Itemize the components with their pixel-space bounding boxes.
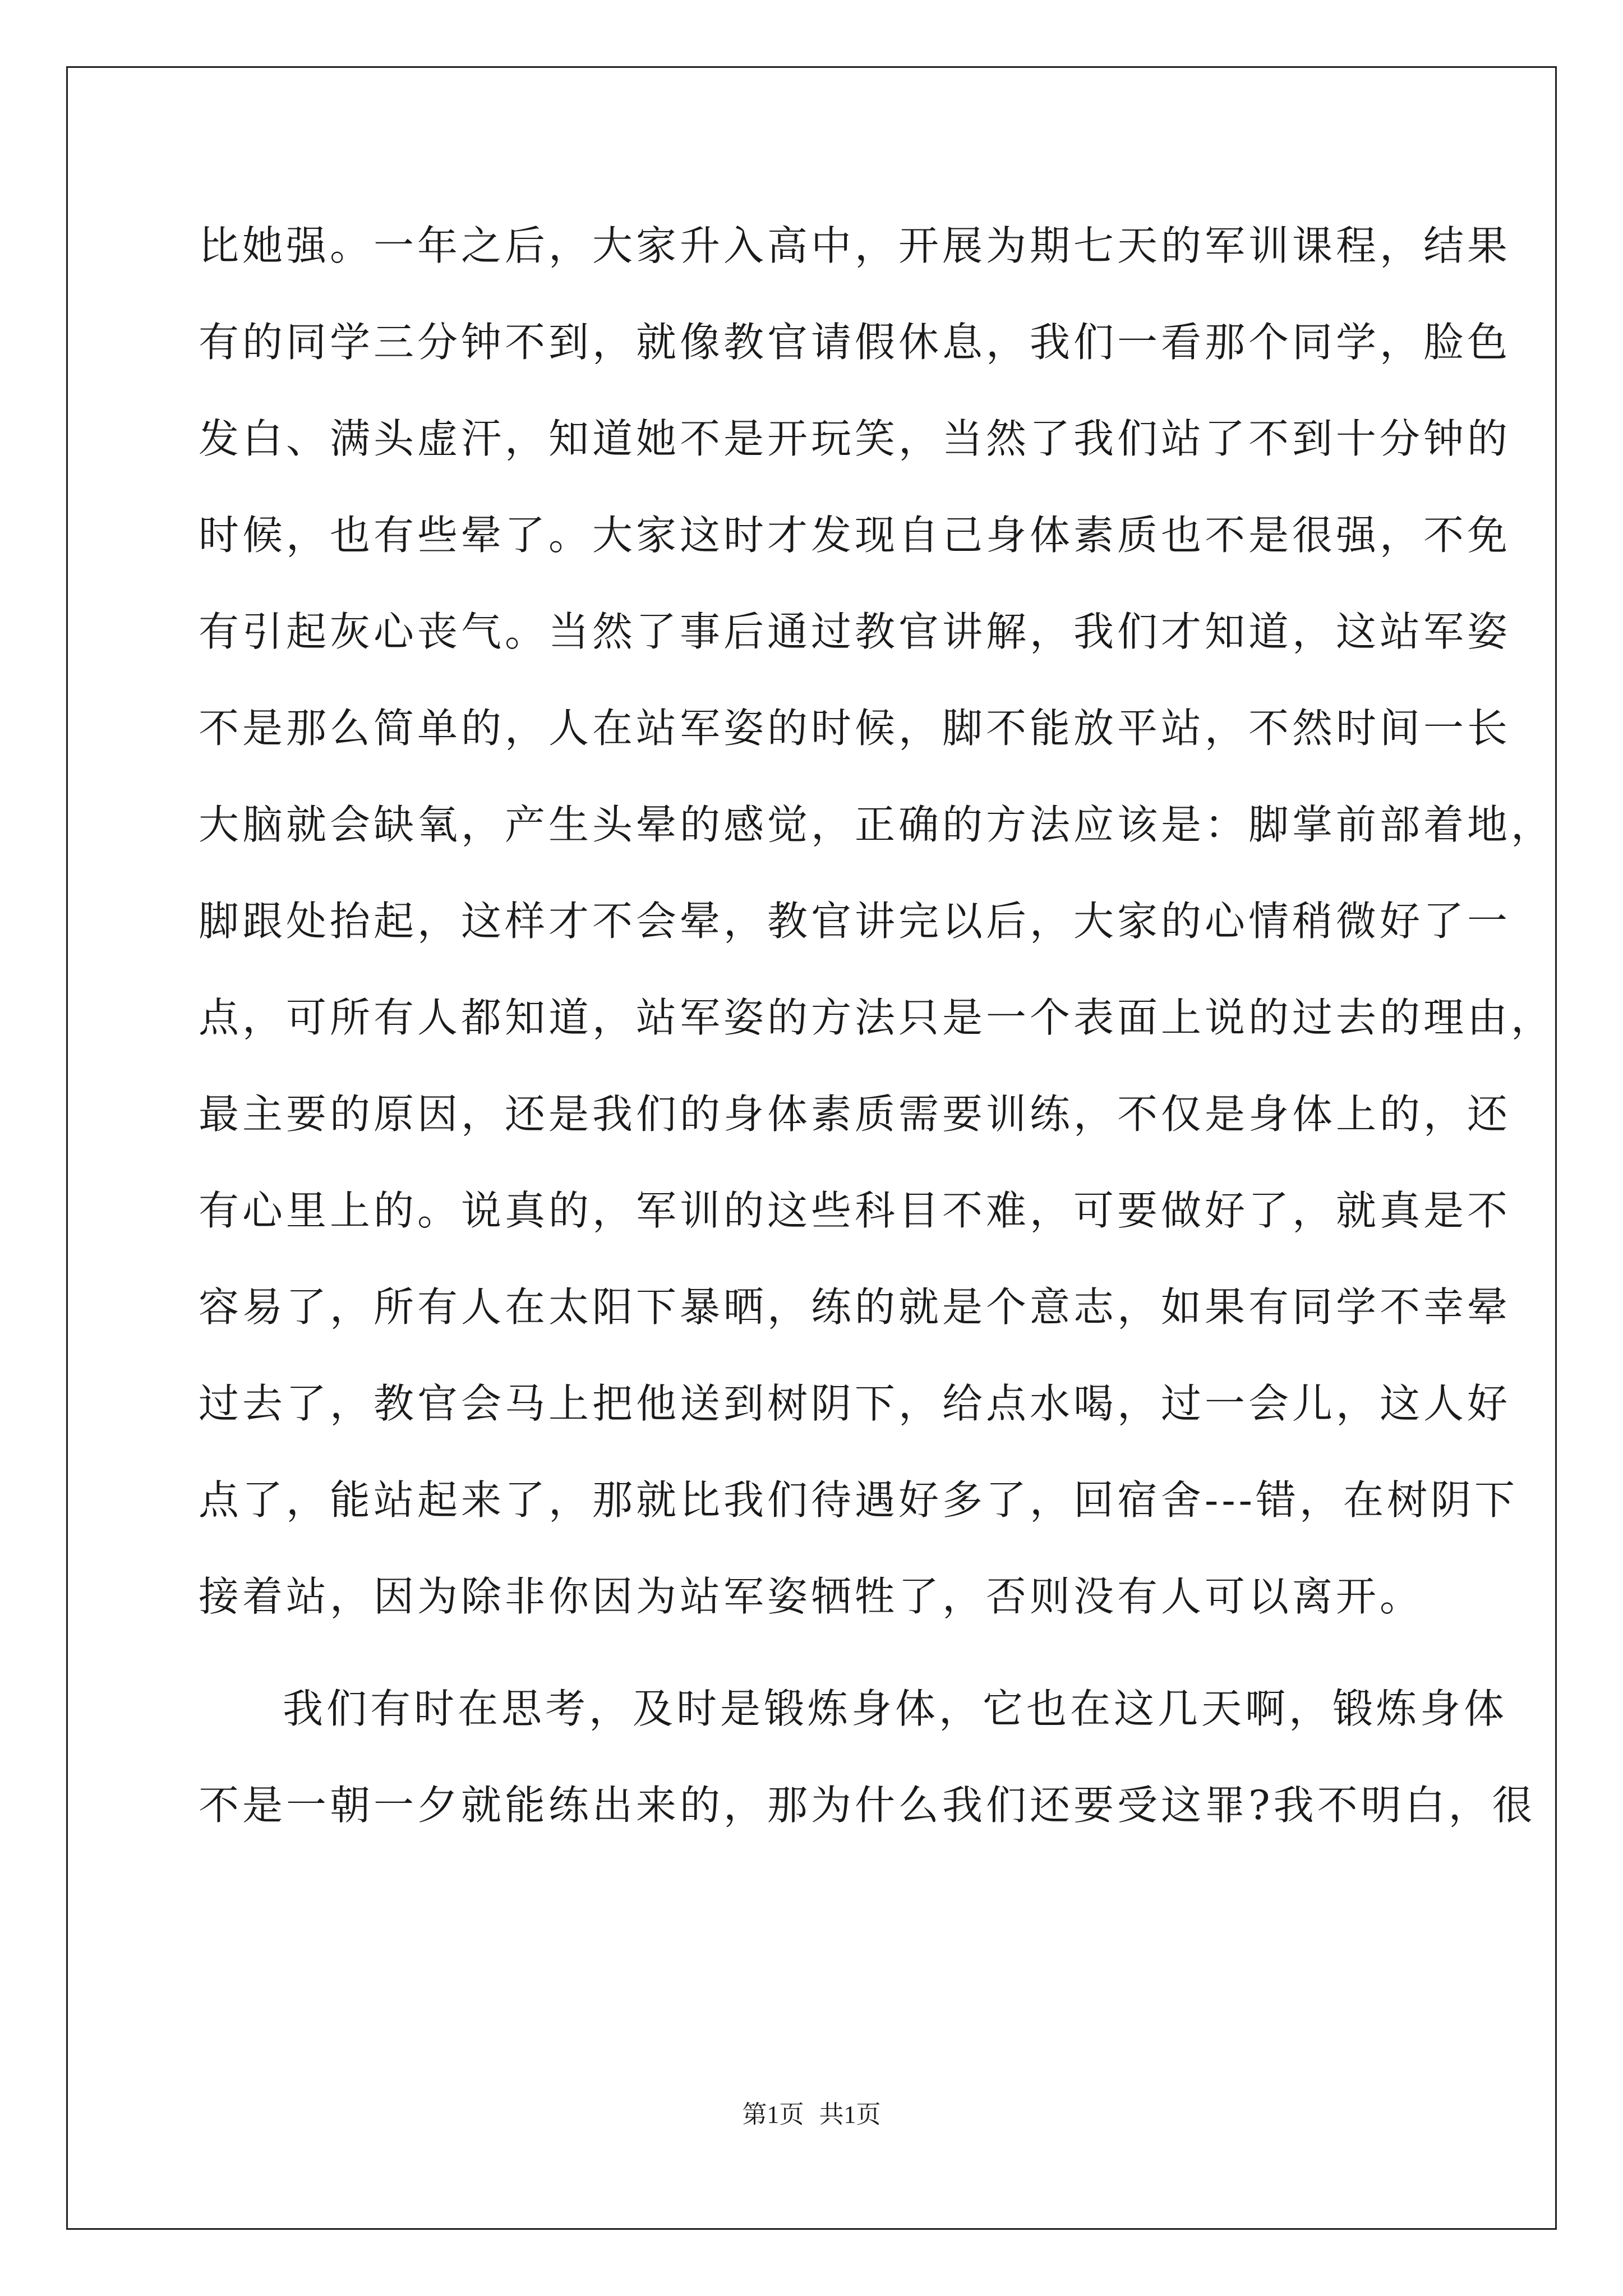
text-line: 点了，能站起来了，那就比我们待遇好多了，回宿舍---错，在树阴下: [199, 1476, 1518, 1524]
document-body: [199, 197, 1555, 1853]
page-number: 第1页: [742, 2101, 804, 2128]
text-line: 容易了，所有人在太阳下暴晒，练的就是个意志，如果有同学不幸晕: [199, 1283, 1511, 1331]
text-line: 最主要的原因，还是我们的身体素质需要训练，不仅是身体上的，还: [199, 1091, 1511, 1138]
text-line: 有心里上的。说真的，军训的这些科目不难，可要做好了，就真是不: [199, 1187, 1511, 1234]
text-line: 不是一朝一夕就能练出来的，那为什么我们还要受这罪?我不明白，很: [199, 1782, 1536, 1829]
text-line: 发白、满头虚汗，知道她不是开玩笑，当然了我们站了不到十分钟的: [199, 415, 1511, 462]
page-footer: [0, 2098, 1623, 2132]
text-line: 我们有时在思考，及时是锻炼身体，它也在这几天啊，锻炼身体: [283, 1685, 1508, 1732]
text-line: 大脑就会缺氧，产生头晕的感觉，正确的方法应该是：脚掌前部着地，: [199, 801, 1555, 848]
text-line: 不是那么简单的，人在站军姿的时候，脚不能放平站，不然时间一长: [199, 705, 1511, 752]
text-line: 脚跟处抬起，这样才不会晕，教官讲完以后，大家的心情稍微好了一: [199, 898, 1511, 945]
text-line: 比她强。一年之后，大家升入高中，开展为期七天的军训课程，结果: [199, 222, 1511, 269]
text-line: 点，可所有人都知道，站军姿的方法只是一个表面上说的过去的理由，: [199, 994, 1555, 1041]
text-line: 有的同学三分钟不到，就像教官请假休息，我们一看那个同学，脸色: [199, 319, 1511, 366]
paragraph-2: [199, 1660, 1536, 1853]
page-total: 共1页: [819, 2101, 881, 2128]
text-line: 时候，也有些晕了。大家这时才发现自己身体素质也不是很强，不免: [199, 512, 1511, 559]
text-line: 有引起灰心丧气。当然了事后通过教官讲解，我们才知道，这站军姿: [199, 608, 1511, 655]
text-line: 过去了，教官会马上把他送到树阴下，给点水喝，过一会儿，这人好: [199, 1380, 1511, 1427]
paragraph-1: [199, 197, 1555, 1645]
text-line: 接着站，因为除非你因为站军姿牺牲了，否则没有人可以离开。: [199, 1573, 1424, 1620]
